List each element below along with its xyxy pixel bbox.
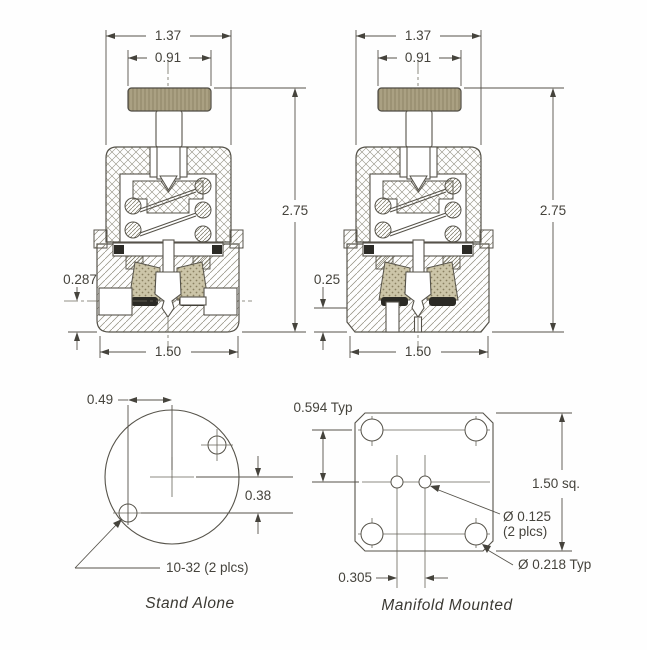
dim-label-mount-hole-dia: Ø 0.218 Typ (518, 557, 592, 572)
view-manifold-section (314, 28, 566, 359)
mount-hole-dia-leader (482, 544, 513, 565)
manifold-channel (386, 302, 399, 332)
dim-label-base-width-right: 1.50 (404, 344, 432, 359)
left-port (99, 288, 132, 315)
dim-label-port-height-right: 0.25 (313, 272, 341, 287)
dim-label-height-left: 2.75 (281, 203, 309, 218)
port-hole-left (391, 476, 403, 488)
right-port (204, 288, 237, 315)
view-stand-alone-bottom (75, 392, 293, 612)
thread-note-label: 10-32 (2 plcs) (166, 560, 249, 575)
dim-label-knob-width-right: 0.91 (404, 50, 432, 65)
dim-label-base-width-left: 1.50 (154, 344, 182, 359)
dim-label-hole-offset-x: 0.49 (86, 392, 114, 407)
dim-label-port-height-left: 0.287 (63, 272, 97, 287)
dim-port-spacing (376, 575, 448, 581)
mount-hole-br (465, 523, 487, 545)
dim-label-port-dia: Ø 0.125 (503, 509, 552, 524)
dim-label-body-width-right: 1.37 (404, 28, 432, 43)
mount-hole-bl (361, 523, 383, 545)
mount-hole-tl (361, 419, 383, 441)
dim-label-knob-width-left: 0.91 (154, 50, 182, 65)
port-hole-right (419, 476, 431, 488)
dim-label-body-width-left: 1.37 (154, 28, 182, 43)
dim-hole-row-offset (312, 430, 359, 482)
dim-port-height-left (68, 287, 97, 350)
view-manifold-bottom (293, 400, 591, 614)
caption-stand-alone: Stand Alone (145, 595, 235, 612)
dim-label-port-dia-qty: (2 plcs) (503, 524, 548, 539)
dim-label-plate-size: 1.50 sq. (531, 476, 581, 491)
dim-port-height-right (314, 287, 347, 350)
dim-label-hole-row-offset: 0.594 Typ (293, 400, 353, 415)
dim-label-height-right: 2.75 (539, 203, 567, 218)
dim-label-hole-offset-y: 0.38 (244, 488, 272, 503)
dim-label-port-spacing: 0.305 (338, 570, 372, 585)
view-stand-alone-section (63, 28, 308, 359)
mount-hole-tr (465, 419, 487, 441)
caption-manifold-mounted: Manifold Mounted (381, 597, 513, 614)
